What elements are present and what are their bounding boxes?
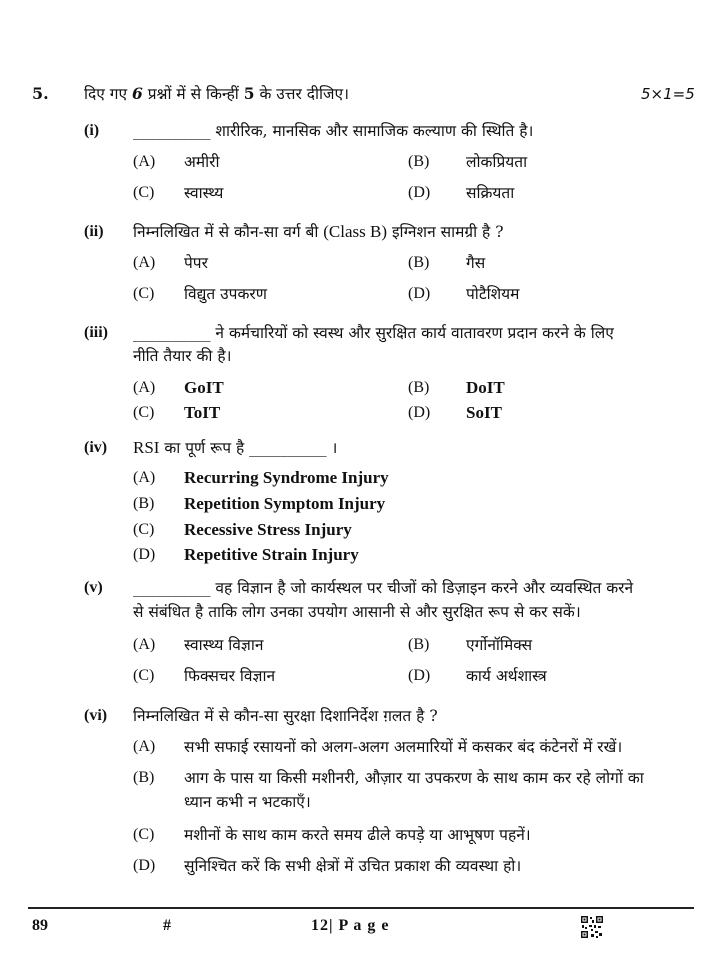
option-text: स्वास्थ्य विज्ञान: [184, 636, 264, 654]
option-label: (D): [408, 667, 431, 684]
option-label: (D): [133, 546, 156, 563]
option-label: (A): [133, 153, 156, 170]
option-text-line-2: ध्यान कभी न भटकाएँ।: [184, 793, 311, 811]
option-text: लोकप्रियता: [466, 153, 528, 171]
option-label: (B): [408, 153, 430, 170]
option-text: ToIT: [184, 403, 221, 422]
sub-question-iii-text-line-1: __________ ने कर्मचारियों को स्वस्थ और सुरक्षित कार्य वातावरण प्रदान करने के लिए: [133, 324, 614, 342]
sub-question-i-label: (i): [84, 122, 100, 139]
footer-divider: [28, 907, 694, 909]
sub-question-iii-text-line-2: नीति तैयार की है।: [133, 347, 232, 365]
sub-question-i-text: __________ शारीरिक, मानसिक और सामाजिक कल्याण की स्थिति है।: [133, 122, 534, 140]
option-text: सुनिश्चित करें कि सभी क्षेत्रों में उचित प्रकाश की व्यवस्था हो।: [184, 857, 522, 875]
option-text: पोटैशियम: [466, 285, 520, 303]
option-text: अमीरी: [184, 153, 220, 171]
option-label: (D): [408, 184, 431, 201]
option-label: (D): [133, 857, 156, 874]
option-label: (A): [133, 636, 156, 653]
option-text: SoIT: [466, 403, 502, 422]
option-label: (C): [133, 404, 155, 421]
question-instruction: दिए गए 6 प्रश्नों में से किन्हीं 5 के उत्तर दीजिए।: [84, 84, 349, 103]
option-text: गैस: [466, 254, 486, 272]
sub-question-iv-label: (iv): [84, 439, 108, 456]
option-text: पेपर: [184, 254, 208, 272]
option-label: (C): [133, 184, 155, 201]
sub-question-v-text-line-2: से संबंधित है ताकि लोग उनका उपयोग आसानी से और सुरक्षित रूप से कर सकें।: [133, 603, 581, 621]
hash-mark: #: [163, 917, 171, 934]
option-text: Recurring Syndrome Injury: [184, 468, 389, 487]
option-text: सक्रियता: [466, 184, 515, 202]
option-text: विद्युत उपकरण: [184, 285, 267, 303]
sub-question-ii-label: (ii): [84, 223, 104, 240]
option-text: Recessive Stress Injury: [184, 520, 352, 539]
option-label: (B): [408, 379, 430, 396]
sub-question-iv-text: RSI का पूर्ण रूप है __________ ।: [133, 438, 338, 457]
sub-question-iii-label: (iii): [84, 324, 108, 341]
option-text: मशीनों के साथ काम करते समय ढीले कपड़े या आभूषण पहनें।: [184, 826, 531, 844]
option-label: (C): [133, 285, 155, 302]
option-label: (C): [133, 521, 155, 538]
option-label: (C): [133, 667, 155, 684]
question-marks: 5×1=5: [641, 85, 695, 103]
option-text: फिक्सचर विज्ञान: [184, 667, 276, 685]
qr-code-icon: [580, 915, 604, 939]
option-label: (B): [408, 254, 430, 271]
option-label: (A): [133, 469, 156, 486]
option-text: सभी सफाई रसायनों को अलग-अलग अलमारियों में कसकर बंद कंटेनरों में रखें।: [184, 738, 623, 756]
page-number: 12| P a g e: [311, 917, 390, 934]
question-number: 5.: [32, 84, 49, 103]
sub-question-vi-label: (vi): [84, 707, 108, 724]
option-text: कार्य अर्थशास्त्र: [466, 667, 547, 685]
sub-question-v-text-line-1: __________ वह विज्ञान है जो कार्यस्थल पर चीजों को डिज़ाइन करने और व्यवस्थित करने: [133, 579, 634, 597]
sub-question-ii-text: निम्नलिखित में से कौन-सा वर्ग बी (Class B) इग्निशन सामग्री है ?: [133, 222, 504, 241]
option-label: (D): [408, 285, 431, 302]
option-text-line-1: आग के पास या किसी मशीनरी, औज़ार या उपकरण के साथ काम कर रहे लोगों का: [184, 769, 644, 787]
option-label: (C): [133, 826, 155, 843]
option-label: (A): [133, 254, 156, 271]
option-text: Repetition Symptom Injury: [184, 494, 386, 513]
option-label: (B): [133, 769, 155, 786]
option-text: DoIT: [466, 378, 505, 397]
option-label: (B): [133, 495, 155, 512]
sub-question-v-label: (v): [84, 579, 103, 596]
option-label: (B): [408, 636, 430, 653]
option-text: Repetitive Strain Injury: [184, 545, 359, 564]
paper-code: 89: [32, 917, 48, 934]
option-label: (D): [408, 404, 431, 421]
option-text: एर्गोनॉमिक्स: [466, 636, 533, 654]
option-text: GoIT: [184, 378, 224, 397]
sub-question-vi-text: निम्नलिखित में से कौन-सा सुरक्षा दिशानिर्देश ग़लत है ?: [133, 707, 438, 725]
option-label: (A): [133, 738, 156, 755]
option-text: स्वास्थ्य: [184, 184, 224, 202]
option-label: (A): [133, 379, 156, 396]
